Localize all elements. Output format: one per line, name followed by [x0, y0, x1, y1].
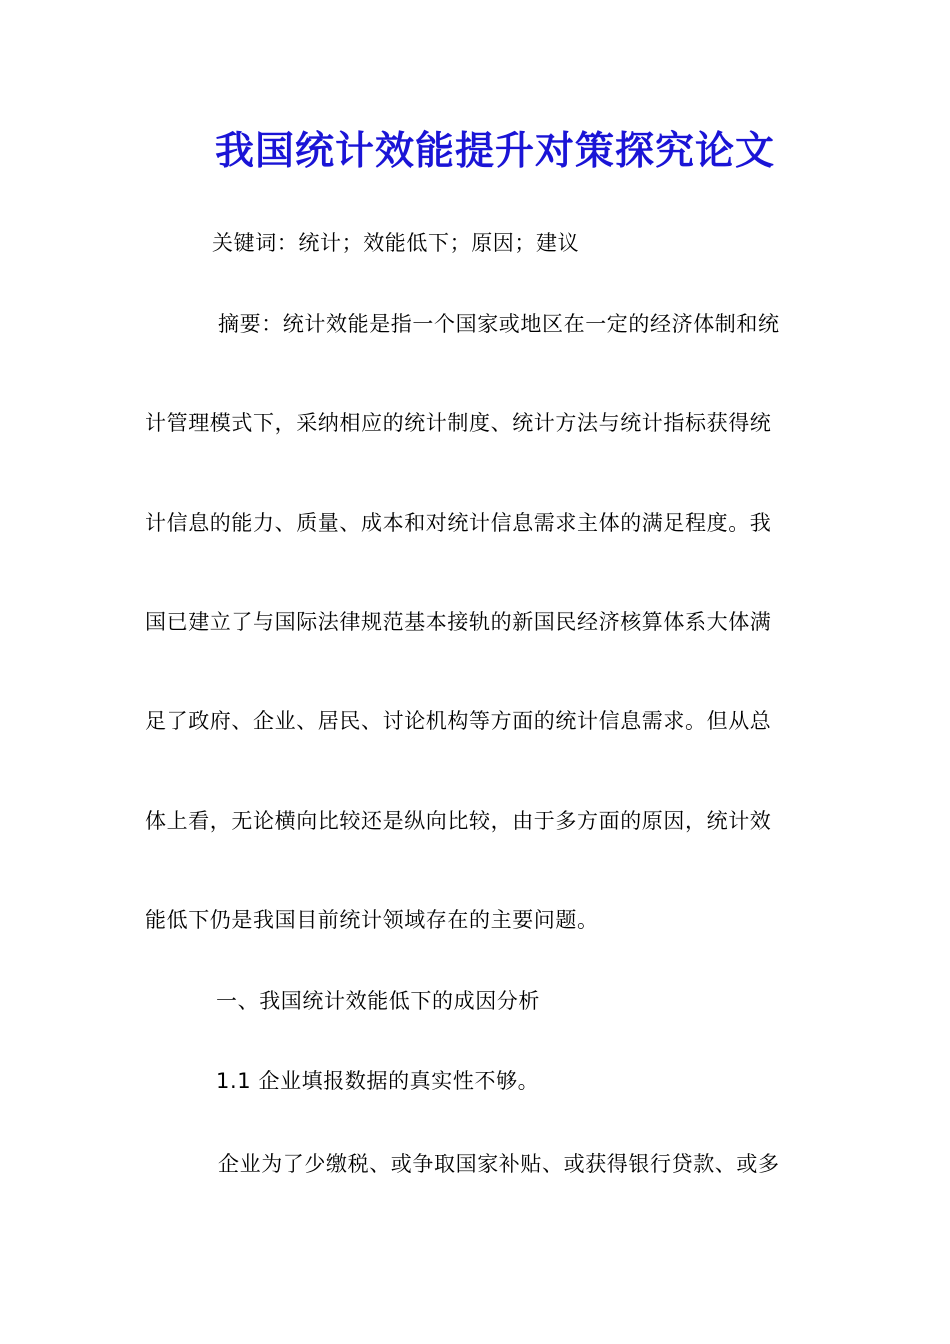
section-heading: 一、我国统计效能低下的成因分析 — [216, 989, 540, 1013]
abstract-line: 能低下仍是我国目前统计领域存在的主要问题。 — [145, 908, 599, 932]
abstract-line: 足了政府、企业、居民、讨论机构等方面的统计信息需求。但从总 — [145, 709, 772, 733]
body-paragraph-line: 企业为了少缴税、或争取国家补贴、或获得银行贷款、或多 — [218, 1152, 780, 1176]
abstract-line: 摘要：统计效能是指一个国家或地区在一定的经济体制和统 — [218, 312, 780, 336]
abstract-line: 计信息的能力、质量、成本和对统计信息需求主体的满足程度。我 — [145, 511, 772, 535]
subsection-heading: 1.1 企业填报数据的真实性不够。 — [216, 1069, 540, 1093]
abstract-line: 计管理模式下，采纳相应的统计制度、统计方法与统计指标获得统 — [145, 411, 772, 435]
abstract-line: 体上看，无论横向比较还是纵向比较，由于多方面的原因，统计效 — [145, 809, 772, 833]
document-title: 我国统计效能提升对策探究论文 — [214, 128, 775, 174]
keywords-line: 关键词：统计；效能低下；原因；建议 — [212, 231, 580, 255]
abstract-line: 国已建立了与国际法律规范基本接轨的新国民经济核算体系大体满 — [145, 610, 772, 634]
